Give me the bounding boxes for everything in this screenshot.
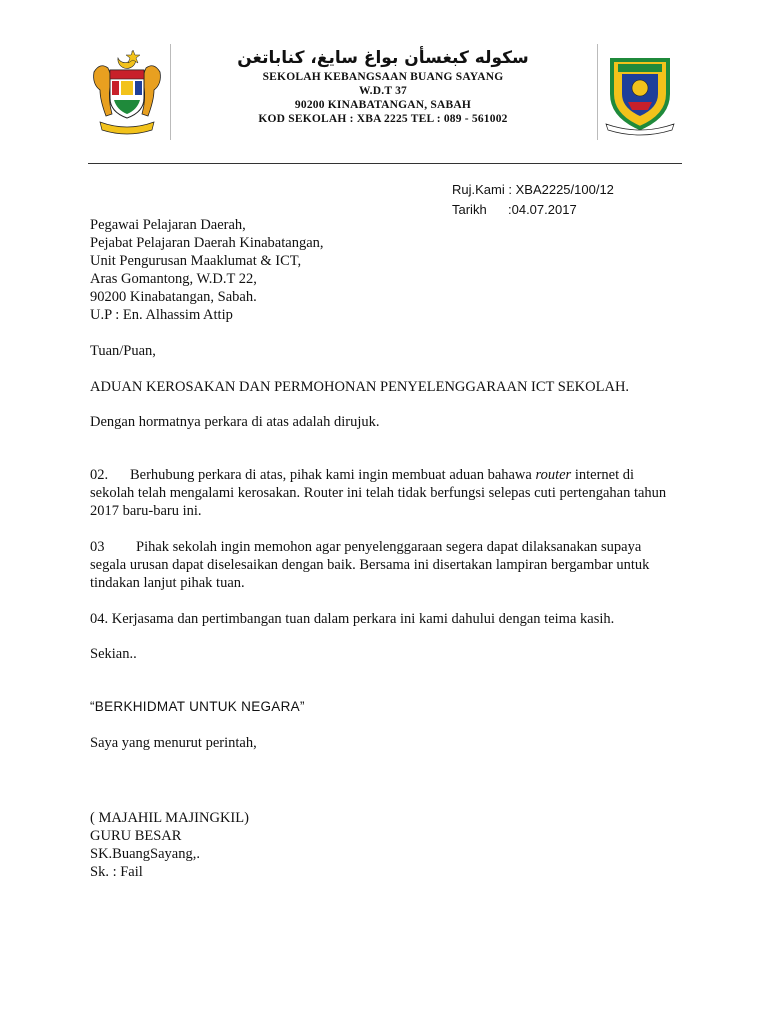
salutation: Tuan/Puan, xyxy=(90,343,156,359)
emphasis-router: router xyxy=(535,467,572,483)
national-crest-logo xyxy=(88,44,171,140)
letter-subject: ADUAN KEROSAKAN DAN PERMOHONAN PENYELENGGARAAN ICT SEKOLAH. xyxy=(90,379,630,395)
paragraph-03: 03 Pihak sekolah ingin memohon agar penyelenggaraan segera dapat dilaksanakan supaya segala urusan dapat diselesaikan dengan baik. Bersama ini disertakan lampiran bergambar untuk tindakan lanjut pihak tuan. xyxy=(90,539,650,591)
motto: “BERKHIDMAT UNTUK NEGARA” xyxy=(90,699,305,714)
recipient-line: Pegawai Pelajaran Daerah, xyxy=(90,217,246,233)
paragraph-04: 04. Kerjasama dan pertimbangan tuan dalam perkara ini kami dahului dengan teima kasih. xyxy=(90,611,615,627)
recipient-line: Unit Pengurusan Maaklumat & ICT, xyxy=(90,253,302,269)
carbon-copy: Sk. : Fail xyxy=(90,864,143,880)
paragraph-02: 02. Berhubung perkara di atas, pihak kami ingin membuat aduan bahawa router internet di sekolah telah mengalami kerosakan. Router ini telah tidak berfungsi selepas cuti pertengahan tahun 2017 baru-baru ini. xyxy=(90,467,667,519)
signatory-title: GURU BESAR xyxy=(90,828,182,844)
recipient-line: Aras Gomantong, W.D.T 22, xyxy=(90,271,257,287)
reference-label: Ruj.Kami xyxy=(452,182,505,197)
reference-value: : XBA2225/100/12 xyxy=(508,182,614,197)
coat-of-arms-icon xyxy=(88,44,166,136)
school-name-jawi: سكوله كبغسأن بواغ سايغ، كناباتغن xyxy=(237,48,529,68)
signatory-name: ( MAJAHIL MAJINGKIL) xyxy=(90,810,249,826)
recipient-line: 90200 Kinabatangan, Sabah. xyxy=(90,289,257,305)
school-name: SEKOLAH KEBANGSAAN BUANG SAYANG xyxy=(262,71,504,83)
school-code-line: KOD SEKOLAH : XBA 2225 TEL : 089 - 561002 xyxy=(258,113,508,125)
school-badge-icon xyxy=(598,44,682,136)
header-divider xyxy=(88,163,682,164)
signatory-school: SK.BuangSayang,. xyxy=(90,846,200,862)
school-address-line1: W.D.T 37 xyxy=(359,85,407,97)
closing-phrase: Saya yang menurut perintah, xyxy=(90,735,257,751)
date-value: :04.07.2017 xyxy=(508,202,577,217)
reference-number-row xyxy=(452,180,614,200)
letterhead xyxy=(88,44,682,142)
paragraph-number: 03 xyxy=(90,539,105,555)
school-address-line2: 90200 KINABATANGAN, SABAH xyxy=(294,99,472,111)
closing-text: Sekian.. xyxy=(90,646,137,662)
paragraph-number: 02. xyxy=(90,467,109,483)
school-badge-logo xyxy=(597,44,682,140)
school-header-text xyxy=(178,46,588,126)
recipient-line: Pejabat Pelajaran Daerah Kinabatangan, xyxy=(90,235,324,251)
recipient-address xyxy=(90,216,680,324)
signature-block xyxy=(90,809,680,881)
intro-paragraph: Dengan hormatnya perkara di atas adalah dirujuk. xyxy=(90,414,380,430)
reference-block xyxy=(452,180,614,220)
recipient-line: U.P : En. Alhassim Attip xyxy=(90,307,233,323)
date-label: Tarikh xyxy=(452,202,487,217)
